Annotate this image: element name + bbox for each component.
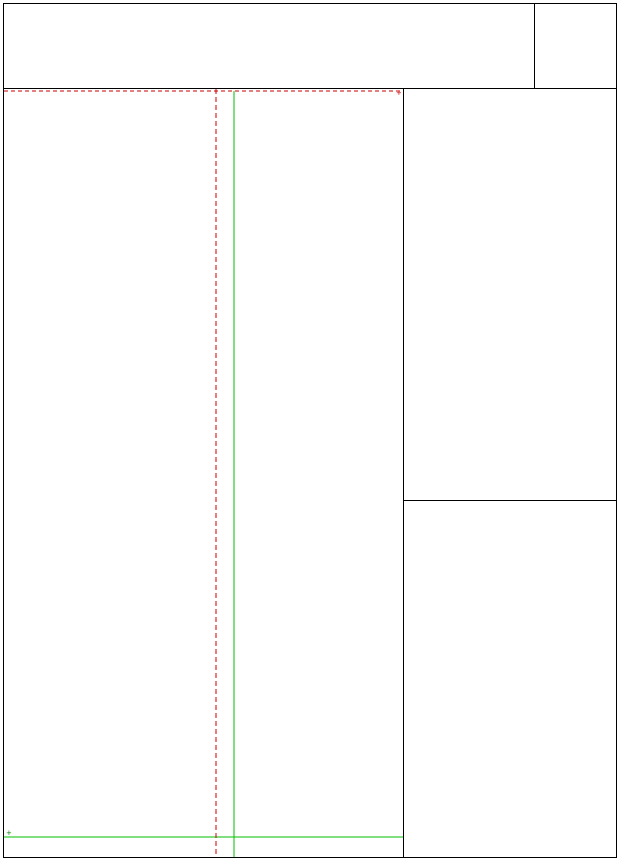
top-corner-mark: +	[396, 89, 402, 97]
stop-sequence-panel	[404, 89, 617, 499]
qr-code-image	[471, 680, 587, 790]
barcode	[8, 42, 146, 62]
header-divider	[534, 4, 535, 88]
stop-sequence-header-row	[404, 100, 617, 113]
panel-divider	[404, 500, 617, 501]
embroidery-design-preview	[4, 89, 403, 857]
bottom-corner-mark: +	[6, 829, 12, 837]
header-info	[4, 4, 534, 88]
design-canvas[interactable]	[4, 89, 403, 857]
design-file-row	[7, 65, 15, 75]
stop-sequence-heading	[404, 89, 617, 100]
colorway-row	[7, 78, 15, 88]
qr-code-watermark	[471, 680, 587, 812]
